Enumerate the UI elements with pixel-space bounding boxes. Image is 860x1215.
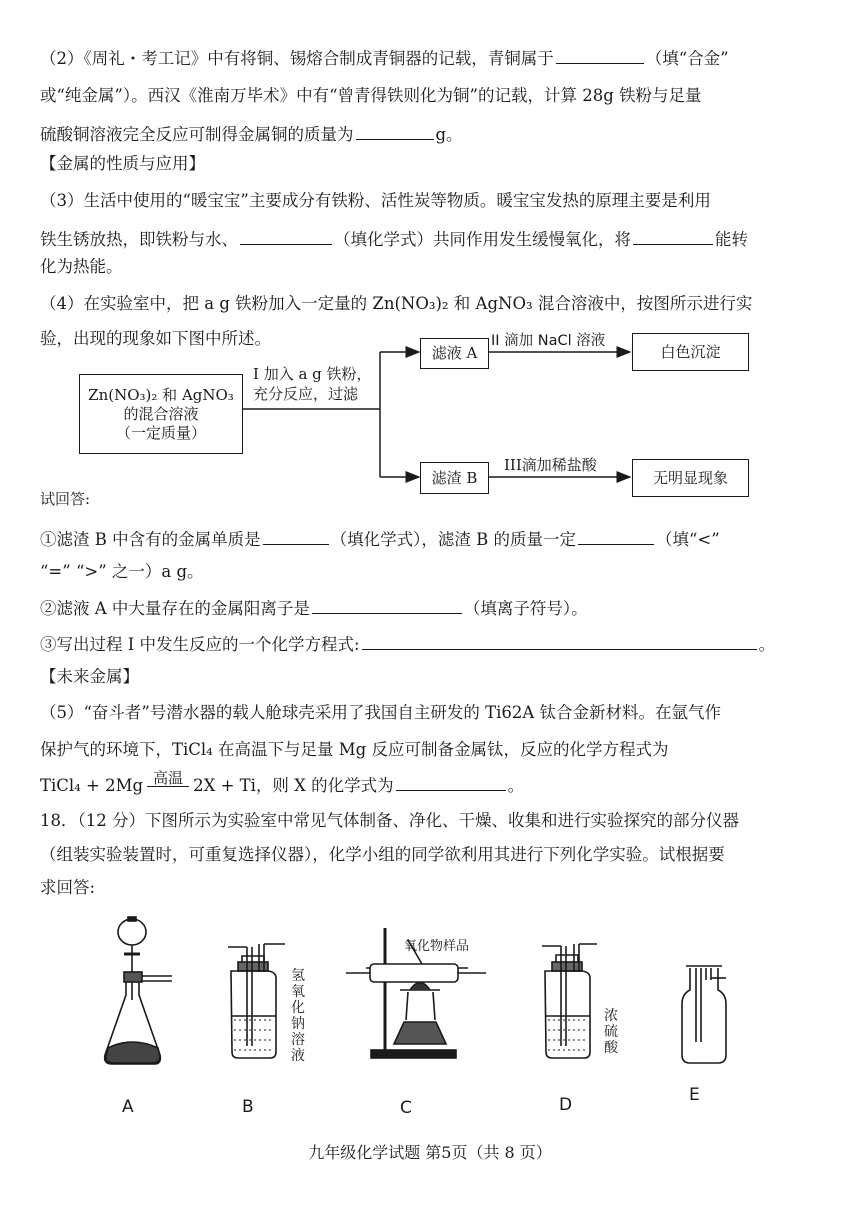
q17-part5-line1: （5）“奋斗者”号潜水器的载人舱球壳采用了我国自主研发的 Ti62A 钛合金新材料。在氩气作 [40, 703, 722, 722]
apparatus-b [228, 944, 285, 1058]
q18-line2: （组装实验装置时，可重复选择仪器），化学小组的同学欲利用其进行下列化学实验。试根据要 [40, 845, 725, 864]
flow-start-box: Zn(NO₃)₂ 和 AgNO₃ 的混合溶液 （一定质量） [79, 374, 243, 454]
try-answer-label: 试回答: [40, 490, 91, 508]
apparatus-d-label: 浓硫酸 [604, 1008, 618, 1056]
apparatus-label-b: B [242, 1097, 254, 1117]
q17-part3-line1: （3）生活中使用的“暖宝宝”主要成分有铁粉、活性炭等物质。暖宝宝发热的原理主要是利用 [40, 191, 711, 210]
flow-step1-label: I 加入 a g 铁粉， 充分反应，过滤 [253, 365, 372, 403]
q17-part2-line2: 或“纯金属”）。西汉《淮南万毕术》中有“曾青得铁则化为铜”的记载，计算 28g 铁粉与足量 [40, 86, 702, 105]
q17-part3-line3: 化为热能。 [40, 257, 123, 276]
apparatus-d [542, 944, 597, 1058]
q17-sub1-line2: “=” “>” 之一）a g。 [40, 562, 204, 581]
q18-line1: 18．（12 分）下图所示为实验室中常见气体制备、净化、干燥、收集和进行实验探究的部分仪器 [40, 811, 739, 830]
apparatus-e [682, 966, 726, 1063]
apparatus-label-a: A [122, 1097, 134, 1117]
q17-sub1-line1: ①滤渣 B 中含有的金属单质是 （填化学式），滤渣 B 的质量一定 （填“<” [40, 530, 720, 549]
section-heading-future-metals: 【未来金属】 [40, 667, 139, 686]
q17-part4-line2: 验，出现的现象如下图中所述。 [40, 329, 271, 348]
q17-part5-equation: TiCl₄ + 2Mg 高温 2X + Ti，则 X 的化学式为 。 [40, 769, 525, 795]
apparatus-label-d: D [559, 1095, 573, 1115]
q18-line3: 求回答: [40, 878, 96, 897]
flow-filtrate-box: 滤液 A [420, 338, 489, 369]
apparatus-label-e: E [689, 1085, 700, 1105]
reaction-condition: 高温 [147, 770, 189, 791]
apparatus-b-label: 氢氧化钠溶液 [291, 968, 305, 1064]
q17-part2-line3: 硫酸铜溶液完全反应可制得金属铜的质量为 g。 [40, 125, 463, 144]
apparatus-label-c: C [400, 1098, 412, 1118]
q17-part3-line2: 铁生锈放热，即铁粉与水、 （填化学式）共同作用发生缓慢氧化，将 能转 [40, 230, 748, 249]
q17-sub2-line: ②滤液 A 中大量存在的金属阳离子是 （填离子符号）。 [40, 599, 588, 618]
flow-result-a-box: 白色沉淀 [632, 333, 749, 371]
apparatus-c-label: 氧化物样品 [404, 939, 470, 954]
flow-residue-box: 滤渣 B [420, 462, 489, 494]
apparatus-a [105, 917, 172, 1064]
q17-part5-line2: 保护气的环境下，TiCl₄ 在高温下与足量 Mg 反应可制备金属钛，反应的化学方程式为 [40, 740, 669, 759]
section-heading-metal-properties: 【金属的性质与应用】 [40, 154, 205, 173]
page-footer: 九年级化学试题 第5页（共 8 页） [308, 1143, 552, 1162]
q17-sub3-line: ③写出过程 I 中发生反应的一个化学方程式: 。 [40, 635, 776, 654]
flow-step3-label: III滴加稀盐酸 [504, 456, 597, 474]
flow-result-b-box: 无明显现象 [632, 459, 749, 497]
q17-part2-line1: （2）《周礼・考工记》中有将铜、锡熔合制成青铜器的记载，青铜属于 （填“合金” [40, 49, 729, 68]
q17-part4-line1: （4）在实验室中，把 a g 铁粉加入一定量的 Zn(NO₃)₂ 和 AgNO₃ 混合溶液中，按图所示进行实 [40, 294, 753, 313]
flow-step2-label: II 滴加 NaCl 溶液 [491, 333, 606, 349]
